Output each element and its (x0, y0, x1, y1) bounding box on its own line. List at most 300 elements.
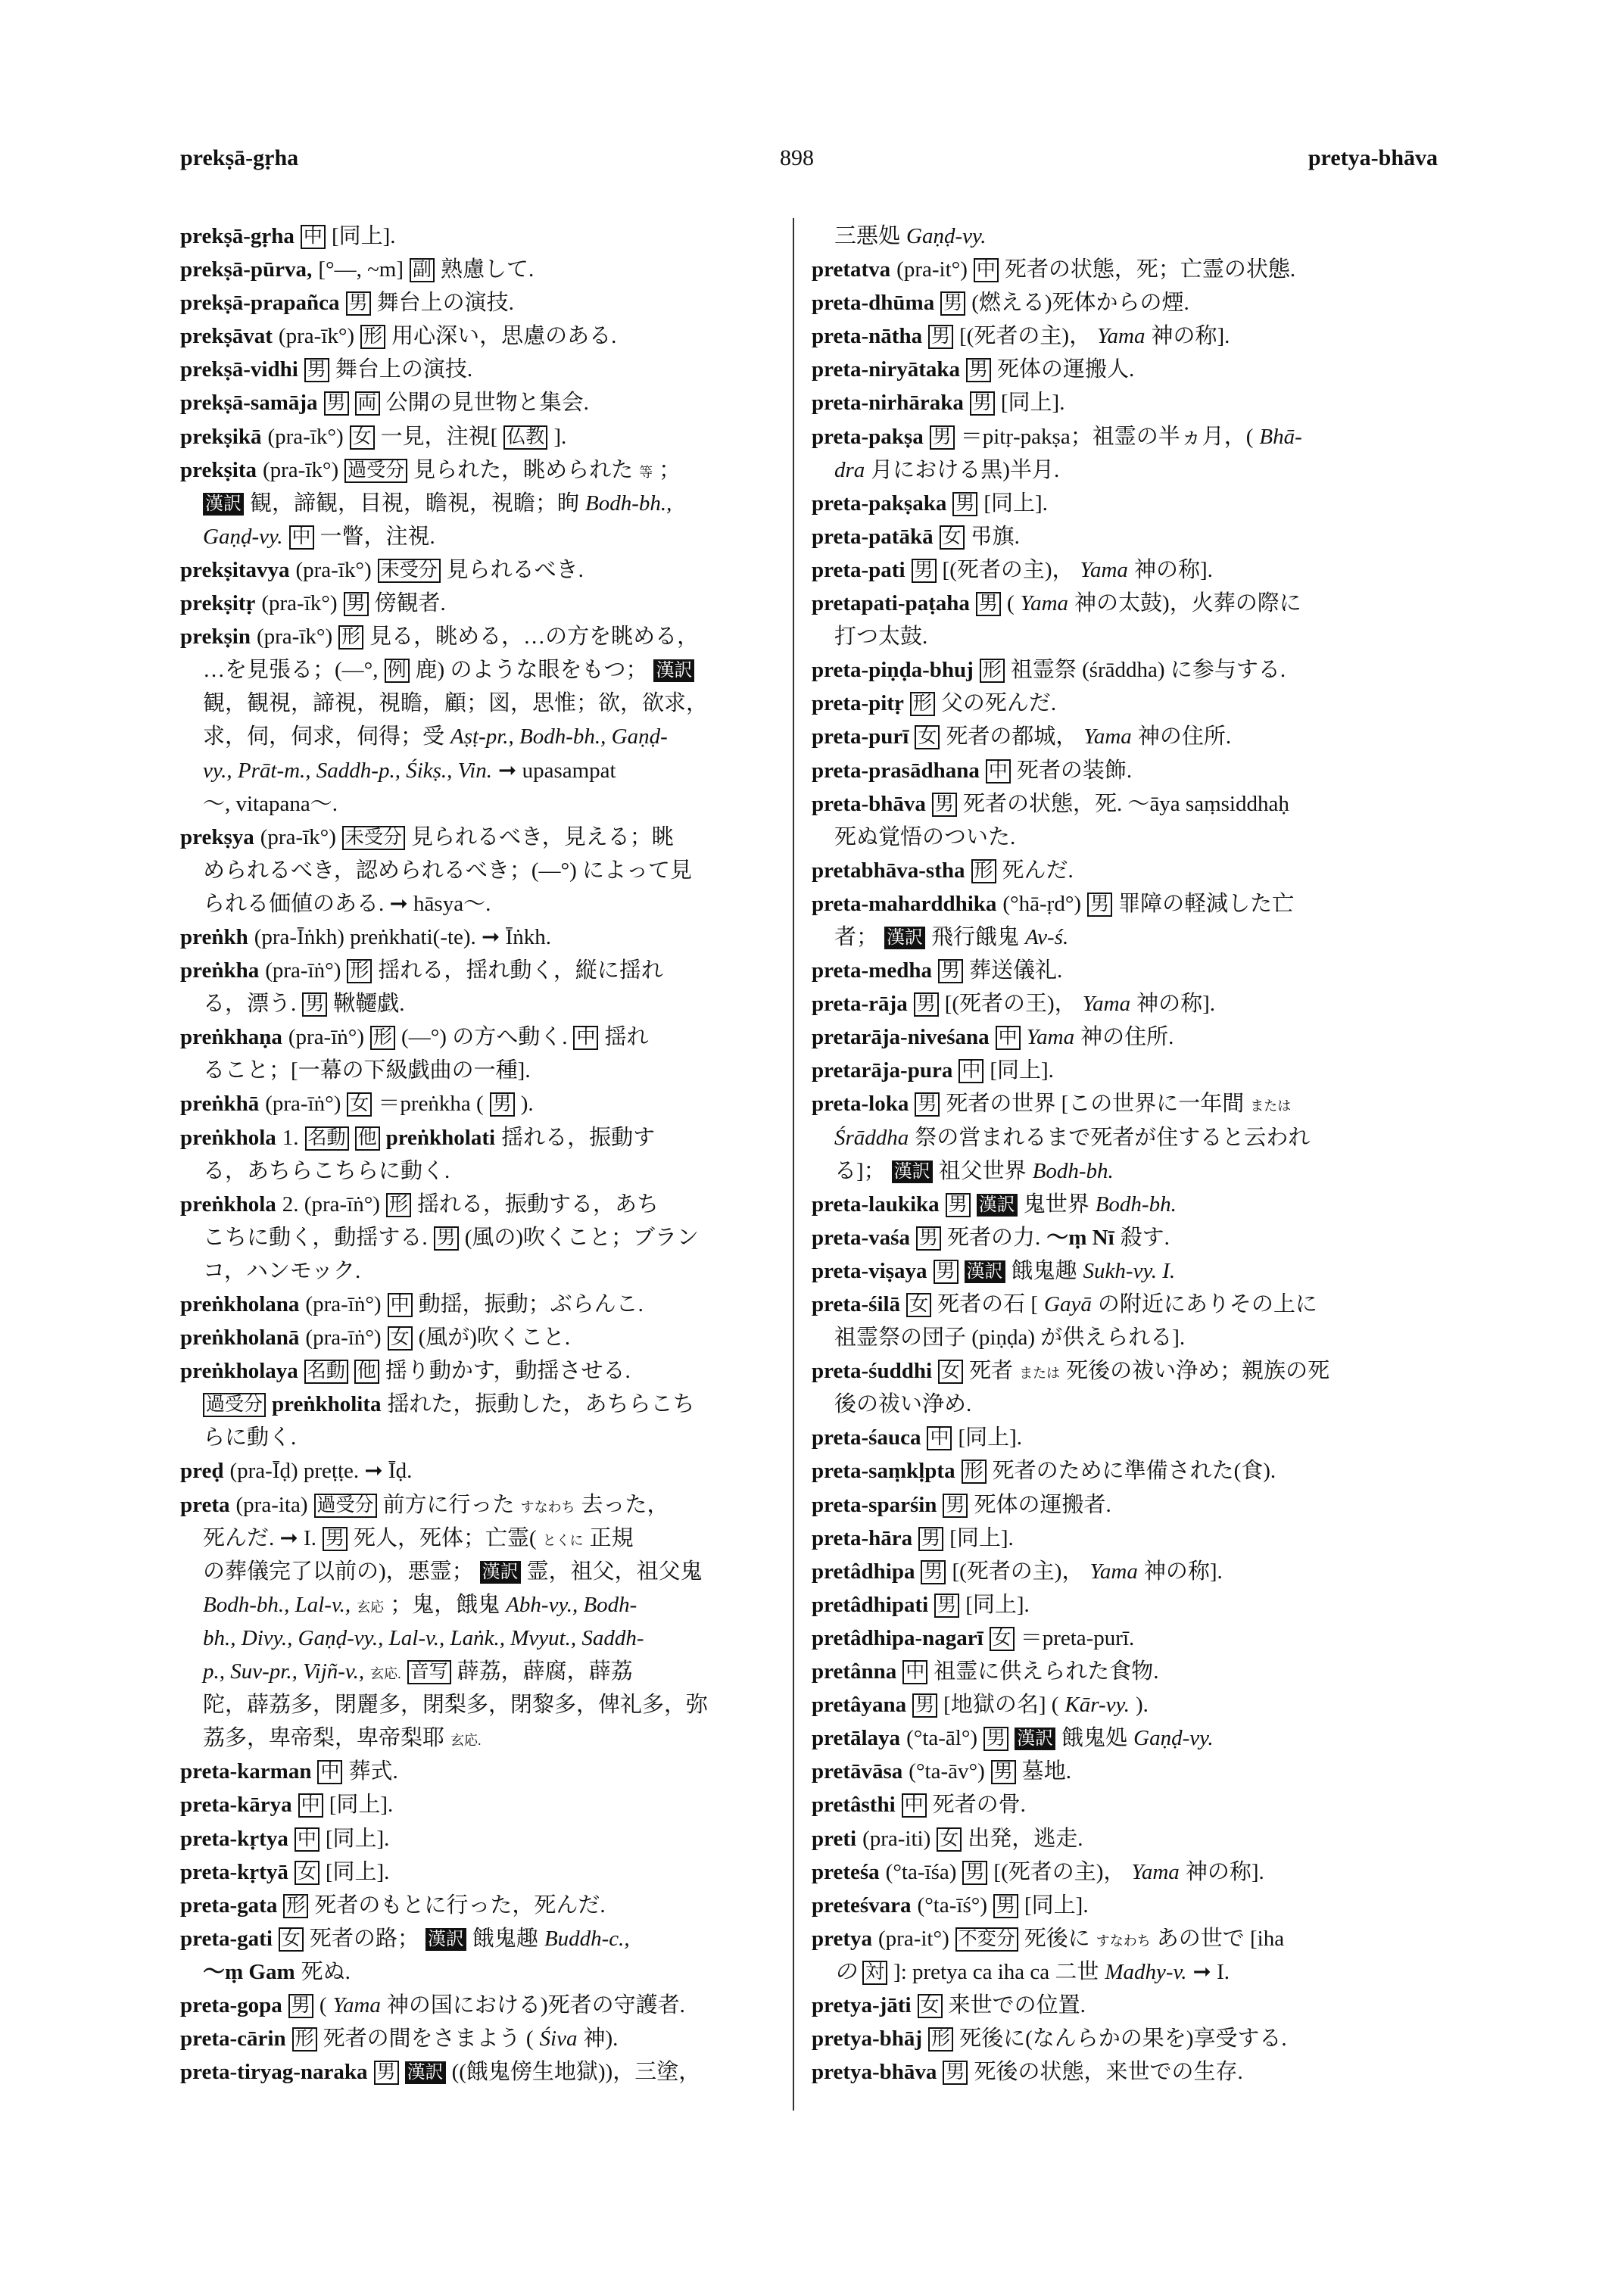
dictionary-line (812, 553, 1417, 587)
dictionary-line (812, 386, 1417, 419)
definition-text: 祖父世界 (938, 1158, 1027, 1183)
headword: preta-patākā (812, 524, 934, 549)
grammar-label-box: 男 (993, 1894, 1018, 1918)
definition-text: 死後に (1024, 1926, 1090, 1951)
dictionary-line (812, 1421, 1417, 1454)
dictionary-line (180, 687, 786, 720)
grammar-label-box: 名動 (305, 1126, 349, 1151)
dictionary-line (812, 720, 1417, 753)
dictionary-line (812, 1454, 1417, 1488)
dictionary-line (180, 1321, 786, 1354)
dictionary-line (812, 1555, 1417, 1588)
definition-text: [地獄の名] ( (943, 1693, 1059, 1718)
headword: preḍ (180, 1459, 224, 1484)
definition-text: [°—, ~m] (318, 257, 404, 282)
translation-label: 漢訳 (425, 1928, 466, 1951)
definition-text: る，漂う. (203, 992, 297, 1017)
dictionary-line (180, 754, 786, 787)
italic-reference: Bodh-bh. (1095, 1192, 1177, 1217)
grammar-label-box: 男 (304, 358, 329, 382)
headword: prekṣya (180, 824, 254, 849)
italic-reference: Yama (332, 1992, 381, 2017)
grammar-label-box: 男 (943, 2061, 968, 2085)
dictionary-line (812, 1354, 1417, 1388)
headword: pretâdhipati (812, 1592, 929, 1617)
dictionary-line (180, 1955, 786, 1989)
definition-text: 揺れる，振動する，あち (416, 1192, 659, 1217)
definition-text: 出発，逃走. (968, 1826, 1083, 1851)
translation-label: 漢訳 (480, 1561, 521, 1584)
definition-text: 1. (282, 1125, 299, 1150)
definition-text: 神の称]. (1133, 557, 1213, 582)
definition-text: らに動く. (203, 1425, 297, 1450)
translation-label: 漢訳 (977, 1194, 1018, 1217)
headword: preta (180, 1492, 230, 1517)
definition-text: (pra-īk°) (295, 557, 372, 582)
headword: preta-purī (812, 724, 909, 749)
definition-text: [(死者の主)， (942, 557, 1074, 582)
dictionary-line (812, 854, 1417, 887)
italic-reference: Yama (1097, 324, 1146, 349)
definition-text: [(死者の王)， (944, 992, 1077, 1017)
headword: prekṣikā (180, 424, 262, 449)
headword: preṅkholaya (180, 1359, 298, 1384)
definition-text: 死者の間をさまよう ( (323, 2027, 534, 2052)
definition-text: 神の称]. (1185, 1859, 1264, 1884)
headword: preta-śilā (812, 1292, 901, 1316)
definition-text: [(死者の主)， (993, 1859, 1126, 1884)
definition-text: ). (1136, 1693, 1149, 1718)
italic-reference: Yama (1020, 591, 1069, 616)
headword: preta-pati (812, 557, 906, 582)
dictionary-line (180, 1855, 786, 1889)
grammar-label-box: 男 (943, 1494, 968, 1518)
translation-label: 漢訳 (405, 2061, 446, 2084)
headword: preta-saṃkḷpta (812, 1459, 955, 1484)
translation-label: 漢訳 (892, 1161, 933, 1183)
grammar-label-box: 男 (912, 1693, 937, 1718)
dictionary-line (812, 453, 1417, 487)
running-head-first-entry: prekṣā-gṛha (180, 145, 299, 170)
definition-text: (°ta-īś°) (917, 1893, 987, 1918)
grammar-label-box: 中 (388, 1293, 413, 1317)
translation-label: 漢訳 (653, 659, 694, 682)
definition-text: 死体の運搬者. (974, 1492, 1111, 1517)
grammar-label-box: 形 (370, 1026, 395, 1050)
dictionary-line (180, 1388, 786, 1421)
definition-text: 用心深い，思慮のある. (391, 324, 617, 349)
definition-text: [同上]. (1024, 1893, 1089, 1918)
definition-text: [同上]. (949, 1525, 1014, 1550)
grammar-label-box: 男 (346, 291, 371, 316)
italic-reference: Gaṇḍ-vy. (1133, 1726, 1214, 1751)
dictionary-line (812, 1288, 1417, 1321)
dictionary-line (812, 987, 1417, 1020)
dictionary-line (812, 2055, 1417, 2089)
dictionary-line (812, 520, 1417, 553)
dictionary-line (812, 420, 1417, 453)
grammar-label-box: 形 (386, 1193, 411, 1217)
definition-text: 死後に(なんらかの果を)享受する. (959, 2027, 1287, 2052)
grammar-label-box: 男 (962, 1861, 987, 1885)
grammar-label-box: 形 (910, 692, 935, 716)
dictionary-line (180, 1622, 786, 1655)
italic-reference: Gayā (1044, 1292, 1092, 1316)
headword: preta-nātha (812, 324, 923, 349)
dictionary-line (812, 1154, 1417, 1188)
definition-text: [同上]. (331, 224, 396, 248)
definition-text: (pra-īṅ°) (305, 1326, 382, 1351)
grammar-label-box: 男 (490, 1092, 515, 1117)
dictionary-line (180, 787, 786, 821)
dictionary-line (180, 1755, 786, 1788)
dictionary-line (180, 286, 786, 319)
grammar-label-box: 中 (996, 1026, 1021, 1050)
definition-text: 葬式. (348, 1759, 398, 1784)
definition-text: 神の太鼓)，火葬の際に (1074, 591, 1301, 616)
definition-text: 一見，注視[ (380, 424, 498, 449)
definition-text: (pra-īk°) (261, 591, 338, 616)
dictionary-line (180, 1221, 786, 1254)
dictionary-line (812, 1388, 1417, 1421)
grammar-label-box: 中 (927, 1426, 952, 1450)
definition-text: [(死者の主)， (952, 1559, 1084, 1584)
definition-text: 餓鬼趣 (1011, 1258, 1077, 1283)
italic-reference: Gaṇḍ-vy. (906, 224, 987, 248)
italic-reference: Bodh-bh. (1032, 1158, 1114, 1183)
column-divider (793, 218, 794, 2111)
dictionary-line (180, 1188, 786, 1221)
italic-reference: Abh-vy., Bodh- (506, 1592, 637, 1617)
definition-text: 観，諦観，目視，瞻視，視瞻；眴 (250, 491, 580, 516)
headword: prekṣin (180, 625, 251, 650)
definition-text: ((餓鬼傍生地獄))，三塗， (451, 2060, 701, 2085)
headword: pretânna (812, 1659, 897, 1684)
definition-text: (pra-īṅ°) (265, 1092, 341, 1117)
definition-text: 餓鬼趣 (472, 1926, 538, 1951)
headword: pretâyana (812, 1693, 907, 1718)
small-annotation: とくに (542, 1532, 584, 1548)
grammar-label-box: 女 (388, 1326, 413, 1351)
headword: preṅkholanā (180, 1326, 300, 1351)
grammar-label-box: 中 (986, 759, 1011, 784)
definition-text: (°ta-āv°) (909, 1759, 985, 1784)
headword: preta-dhūma (812, 291, 935, 316)
grammar-label-box: 両 (355, 391, 380, 416)
dictionary-line (812, 1622, 1417, 1655)
grammar-label-box: 中 (317, 1760, 342, 1784)
dictionary-line (180, 453, 786, 487)
definition-text: 月における黒)半月. (871, 457, 1060, 482)
headword: prekṣā-pūrva, (180, 257, 313, 282)
definition-text: 動揺，振動；ぶらんこ. (418, 1292, 644, 1316)
dictionary-line (180, 319, 786, 353)
grammar-label-box: 男 (932, 793, 957, 817)
definition-text: (pra-it°) (878, 1926, 949, 1951)
headword: preta-pitṛ (812, 691, 904, 716)
dictionary-line (812, 1822, 1417, 1855)
italic-reference: Yama (1082, 992, 1131, 1017)
definition-text: 死人，死体；亡霊( (353, 1525, 537, 1550)
grammar-label-box: 過受分 (314, 1494, 377, 1518)
italic-reference: Yama (1089, 1559, 1138, 1584)
headword: preta-kṛtya (180, 1826, 288, 1851)
headword: preta-vaśa (812, 1225, 910, 1250)
definition-text: 死者の状態，死. ～āya saṃsiddhaḥ (962, 791, 1289, 816)
grammar-label-box: 男 (288, 1994, 313, 2018)
dictionary-line (180, 1822, 786, 1855)
headword: preta-viṣaya (812, 1258, 927, 1283)
definition-text: の附近にありその上に (1097, 1292, 1317, 1316)
definition-text: 揺れる，揺れ動く，縦に揺れ (378, 958, 663, 983)
grammar-label-box: 女 (940, 525, 965, 550)
definition-text: 揺れ (604, 1025, 649, 1050)
italic-reference: Buddh-c., (544, 1926, 630, 1951)
dictionary-line (812, 1889, 1417, 1922)
definition-text: ]: pretya ca iha ca 二世 (893, 1959, 1099, 1984)
grammar-label-box: 女 (347, 1092, 372, 1117)
headword: preta-loka (812, 1092, 909, 1117)
grammar-label-box: 男 (930, 425, 955, 450)
dictionary-line (180, 386, 786, 419)
italic-reference: Yama (1131, 1859, 1180, 1884)
headword: preta-niryātaka (812, 357, 961, 382)
headword: preta-bhāva (812, 791, 926, 816)
headword: preṅkha (180, 958, 260, 983)
grammar-label-box: 形 (971, 859, 996, 883)
grammar-label-box: 形 (338, 625, 363, 650)
dictionary-line (180, 854, 786, 887)
definition-text: 揺れる，振動す (501, 1125, 656, 1150)
definition-text: 神の国における)死者の守護者. (386, 1992, 685, 2017)
definition-text: ➞ upasampat (498, 758, 616, 783)
grammar-label-box: 女 (915, 725, 940, 749)
grammar-label-box: 対 (862, 1961, 887, 1985)
definition-text: 死んだ. ➞ I. (203, 1525, 316, 1550)
headword: preta-pakṣaka (812, 491, 947, 516)
definition-text: 公開の見世物と集会. (385, 391, 589, 416)
definition-text: 者； (834, 924, 879, 949)
grammar-label-box: 他 (354, 1360, 379, 1384)
grammar-label-box: 男 (934, 1594, 959, 1618)
definition-text: (°ta-āl°) (906, 1726, 978, 1751)
definition-text: の葬儀完了以前の)，悪霊； (203, 1559, 474, 1584)
grammar-label-box: 形 (980, 659, 1005, 683)
grammar-label-box: 中 (959, 1059, 983, 1083)
dictionary-line (180, 1989, 786, 2022)
definition-text: 死者のために準備された(食). (992, 1459, 1276, 1484)
dictionary-line (812, 787, 1417, 821)
dictionary-line (180, 954, 786, 987)
definition-text: [同上]. (325, 1826, 390, 1851)
headword: pretâdhipa-nagarī (812, 1625, 983, 1650)
dictionary-line (180, 587, 786, 620)
headword: pretya-bhāj (812, 2027, 923, 2052)
definition-text: 死者の世界 [この世界に一年間 (946, 1092, 1245, 1117)
grammar-label-box: 女 (937, 1827, 962, 1852)
headword: preṅkhaṇa (180, 1025, 282, 1050)
headword: preṅkhola (180, 1192, 276, 1217)
translation-label: 漢訳 (1015, 1728, 1055, 1750)
dictionary-line (180, 821, 786, 854)
dictionary-line (812, 1488, 1417, 1522)
definition-text: 揺り動かす，動揺させる. (385, 1359, 631, 1384)
definition-text: 神の称]. (1136, 992, 1216, 1017)
grammar-label-box: 女 (990, 1627, 1015, 1651)
translation-label: 漢訳 (203, 493, 244, 516)
small-annotation: すなわち (520, 1499, 575, 1515)
grammar-label-box: 過受分 (203, 1393, 266, 1417)
grammar-label-box: 男 (916, 1226, 941, 1251)
dictionary-line (180, 1522, 786, 1555)
definition-text: 荔多，卑帝梨，卑帝梨耶 (203, 1726, 445, 1751)
grammar-label-box: 男 (991, 1760, 1016, 1784)
dictionary-line (180, 1688, 786, 1721)
headword: preta-piṇḍa-bhuj (812, 658, 974, 683)
grammar-label-box: 男 (934, 1260, 959, 1284)
grammar-label-box: 他 (355, 1126, 380, 1151)
small-annotation: 玄応 (357, 1599, 385, 1615)
grammar-label-box: 男 (374, 2061, 399, 2085)
grammar-label-box: 男 (344, 592, 369, 616)
headword: preta-prasādhana (812, 758, 980, 783)
grammar-label-box: 中 (573, 1026, 598, 1050)
definition-text: 罪障の軽減した亡 (1118, 891, 1295, 916)
definition-text: る，あちらこちらに動く. (203, 1158, 450, 1183)
definition-text: 2. (pra-īṅ°) (282, 1192, 380, 1217)
definition-text: (pra-ita) (235, 1492, 308, 1517)
grammar-label-box: 男 (918, 1527, 943, 1551)
headword: preta-śauca (812, 1425, 921, 1450)
dictionary-line (812, 754, 1417, 787)
headword: preta-kārya (180, 1793, 292, 1818)
headword: preṅkholana (180, 1292, 300, 1316)
headword: preta-karman (180, 1759, 312, 1784)
definition-text: (pra-iti) (862, 1826, 931, 1851)
definition-text: (pra-īṅ°) (305, 1292, 382, 1316)
dictionary-line (180, 220, 786, 253)
definition-text: られる価値のある. ➞ hāsya～. (203, 891, 491, 916)
headword: prekṣā-gṛha (180, 224, 295, 248)
dictionary-line (812, 253, 1417, 286)
definition-text: [(死者の主)， (959, 324, 1092, 349)
dictionary-line (812, 653, 1417, 687)
dictionary-line (812, 220, 1417, 253)
grammar-label-box: 形 (962, 1460, 987, 1484)
dictionary-line (180, 1721, 786, 1755)
dictionary-line (812, 1788, 1417, 1821)
small-annotation: すなわち (1096, 1933, 1151, 1949)
definition-text: 死者の石 [ (937, 1292, 1038, 1316)
headword: ～ṃ Gam (203, 1959, 295, 1984)
grammar-label-box: 男 (914, 992, 939, 1017)
definition-text: ( (1006, 591, 1015, 616)
definition-text: 死後の祓い浄め；親族の死 (1066, 1359, 1330, 1384)
italic-reference: p., Suv-pr., Vijñ-v., (203, 1659, 365, 1684)
headword: pretatva (812, 257, 891, 282)
dictionary-line (812, 587, 1417, 620)
dictionary-line (812, 1989, 1417, 2022)
grammar-label-box: 男 (970, 391, 995, 416)
definition-text: ＝preṅkha ( (378, 1092, 484, 1117)
italic-reference: Gaṇḍ-vy. (203, 524, 283, 549)
definition-text: 死んだ. (1002, 858, 1074, 883)
definition-text: 傍観者. (374, 591, 446, 616)
small-annotation: 玄応. (370, 1666, 401, 1682)
italic-reference: Aṣṭ-pr., Bodh-bh., Gaṇḍ- (450, 724, 668, 749)
dictionary-line (180, 1588, 786, 1622)
headword: pretya-jāti (812, 1992, 912, 2017)
headword: pretya-bhāva (812, 2060, 937, 2085)
definition-text: 神の住所. (1137, 724, 1232, 749)
grammar-label-box: 男 (434, 1226, 459, 1251)
definition-text: [同上]. (325, 1859, 390, 1884)
grammar-label-box: 男 (324, 391, 349, 416)
dictionary-line (180, 2055, 786, 2089)
grammar-label-box: 男 (966, 358, 991, 382)
headword: pretāvāsa (812, 1759, 903, 1784)
headword: prekṣā-samāja (180, 391, 318, 416)
dictionary-line (812, 1254, 1417, 1288)
dictionary-line (812, 1755, 1417, 1788)
definition-text: 薜荔，薜腐，薜荔 (457, 1659, 633, 1684)
dictionary-line (180, 2022, 786, 2055)
headword: preta-medha (812, 958, 932, 983)
dictionary-line (812, 1855, 1417, 1889)
dictionary-line (812, 319, 1417, 353)
definition-text: 前方に行った (382, 1492, 515, 1517)
definition-text: 舞台上の演技. (335, 357, 473, 382)
definition-text: 揺れた，振動した，あちらこち (387, 1392, 695, 1417)
definition-text: 死者のもとに行った，死んだ. (314, 1893, 606, 1918)
dictionary-line (812, 353, 1417, 386)
grammar-label-box: 女 (295, 1861, 320, 1885)
definition-text: (pra-īṅ°) (265, 958, 341, 983)
dictionary-line (180, 520, 786, 553)
dictionary-line (812, 1321, 1417, 1354)
headword: prekṣita (180, 457, 257, 482)
dictionary-line (180, 1054, 786, 1087)
definition-text: (pra-īk°) (260, 824, 336, 849)
definition-text: 舞台上の演技. (376, 291, 514, 316)
italic-reference: Yama (1080, 557, 1128, 582)
dictionary-line (812, 1688, 1417, 1721)
headword: ～ṃ Nī (1046, 1225, 1114, 1250)
dictionary-line (180, 1454, 786, 1488)
definition-text: 死後の状態，来世での生存. (974, 2060, 1243, 2085)
grammar-label-box: 名動 (304, 1360, 348, 1384)
dictionary-line (812, 1588, 1417, 1622)
dictionary-line (812, 954, 1417, 987)
italic-reference: Yama (1026, 1025, 1075, 1050)
definition-text: …を見張る；(—°, (203, 658, 379, 683)
definition-text: 後の祓い浄め. (834, 1392, 972, 1417)
definition-text: 神). (583, 2027, 619, 2052)
dictionary-line (812, 1020, 1417, 1054)
grammar-label-box: 女 (350, 425, 375, 450)
definition-text: [同上]. (983, 491, 1048, 516)
definition-text: 死者の力. (946, 1225, 1041, 1250)
headword: preta-maharddhika (812, 891, 997, 916)
definition-text: こちに動く，動揺する. (203, 1225, 428, 1250)
headword: preta-laukika (812, 1192, 940, 1217)
headword: preta-rāja (812, 992, 908, 1017)
italic-reference: Sukh-vy. I. (1083, 1258, 1176, 1283)
grammar-label-box: 過受分 (344, 459, 407, 483)
definition-text: 弔旗. (970, 524, 1020, 549)
headword: preṅkhola (180, 1125, 276, 1150)
definition-text: 神の称]. (1151, 324, 1230, 349)
